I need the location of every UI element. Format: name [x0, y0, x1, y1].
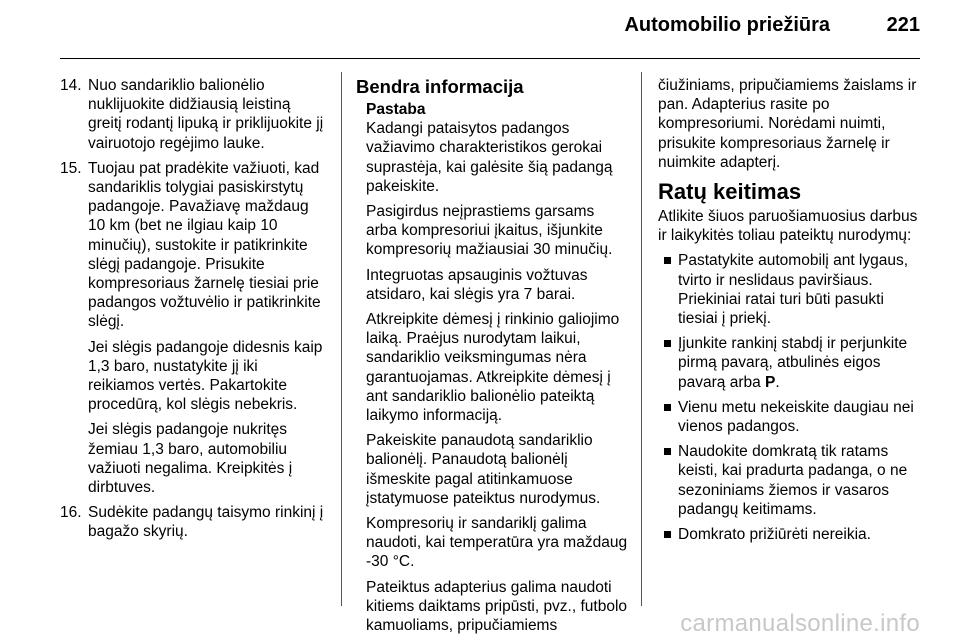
bullet-item [662, 442, 924, 519]
step-item [60, 76, 328, 153]
bullet-list [662, 251, 924, 544]
bullet-item [662, 334, 924, 392]
note-label: Pastaba [366, 101, 426, 118]
paragraph: Integruotas apsauginis vožtuvas atsidaro, kai slėgis yra 7 barai. [366, 266, 588, 303]
paragraph: Pateiktus adapterius galima naudoti kitiems daiktams pripūsti, pvz., futbolo kamuoliams, pripučiamiems [366, 578, 628, 635]
continued-paragraph: čiužiniams, pripučiamiems žaislams ir pan. Adapterius rasite po kompresoriumi. Norėdami nuimti, prisukite kompresoriaus žarnelę ir nuimkite adapterį. [658, 77, 917, 171]
column-right [658, 76, 924, 550]
column-middle [356, 76, 628, 641]
column-divider-right [641, 72, 642, 606]
step-text: Tuojau pat pradėkite važiuoti, kad sandariklis tolygiai pasiskirstytų padangoje. Pavažiavę maždaug 10 km (bet ne ilgiau kaip 10 minučių), sustokite ir patikrinkite slėgį padangoje. Prisukite kompresoriaus žarnelę tiesiai prie padangos vožtuvėlio ir patikrinkite slėgį. [88, 159, 321, 331]
section-heading: Bendra informacija [356, 76, 524, 97]
watermark: carmanualsonline.info [680, 610, 920, 637]
bullet-text: Pastatykite automobilį ant lygaus, tvirto ir neslidaus paviršiaus. Priekiniai ratai turi būti pasukti tiesiai į priekį. [678, 252, 909, 328]
intro-block [658, 207, 924, 245]
step-text: Jei slėgis padangoje didesnis kaip 1,3 baro, nustatykite jį iki reikiamos vertės. Pakartokite procedūrą, kol slėgis nebekris. [88, 338, 323, 414]
continued-text-block [658, 76, 924, 172]
step-item [60, 503, 328, 541]
header-divider [60, 58, 920, 59]
bullet-text: Domkrato prižiūrėti nereikia. [678, 526, 871, 544]
paragraph: Kadangi pataisytos padangos važiavimo charakteristikos gerokai suprastėja, kai galėsite šią padangą pakeiskite. [366, 120, 613, 195]
note-body [366, 119, 628, 635]
section-heading: Ratų keitimas [658, 179, 802, 205]
step-number: 15. [60, 159, 82, 177]
paragraph: Kompresorių ir sandariklį galima naudoti, kai temperatūra yra maždaug -30 °C. [366, 515, 628, 571]
column-divider-left [341, 72, 342, 606]
step-item [60, 159, 328, 497]
page-number: 221 [886, 14, 920, 36]
step-text: Jei slėgis padangoje nukritęs žemiau 1,3 baro, automobiliu važiuoti negalima. Kreipkitės į dirbtuves. [88, 421, 293, 497]
step-number: 14. [60, 77, 82, 94]
paragraph: Atkreipkite dėmesį į rinkinio galiojimo laiką. Praėjus nurodytam laikui, sandariklio veiksmingumas nėra garantuojamas. Atkreipkite dėmesį į ant sandariklio balionėlio pateiktą laikymo informaciją. [366, 311, 620, 425]
bullet-text: Naudokite domkratą tik ratams keisti, kai pradurta padanga, o ne sezoniniams žiemos ir vasaros padangų keitimams. [678, 443, 908, 518]
square-bullet-icon [664, 404, 671, 411]
step-text: Nuo sandariklio balionėlio nuklijuokite didžiausią leistiną greitį rodantį lipuką ir priklijuokite jį vairuotojo regėjimo lauke. [88, 77, 324, 152]
column-left [60, 76, 328, 548]
bullet-item [662, 398, 924, 436]
intro-paragraph: Atlikite šiuos paruošiamuosius darbus ir laikykitės toliau pateiktų nurodymų: [658, 208, 918, 245]
step-text: Sudėkite padangų taisymo rinkinį į bagažo skyrių. [88, 504, 324, 541]
paragraph: Pasigirdus neįprastiems garsams arba kompresoriui įkaitus, išjunkite kompresorių mažiausiai 30 minučių. [366, 203, 613, 259]
paragraph: Pakeiskite panaudotą sandariklio balionėlį. Panaudotą balionėlį išmeskite pagal atitinkamuose įstatymuose pateiktus nurodymus. [366, 432, 601, 507]
bullet-text: Įjunkite rankinį stabdį ir perjunkite pirmą pavarą, atbulinės eigos pavarą arba P. [678, 335, 908, 391]
square-bullet-icon [664, 257, 671, 264]
running-header-title: Automobilio priežiūra [624, 14, 830, 36]
square-bullet-icon [664, 531, 671, 538]
square-bullet-icon [664, 448, 671, 455]
bullet-item [662, 525, 924, 544]
bullet-item [662, 251, 924, 328]
square-bullet-icon [664, 340, 671, 347]
step-number: 16. [60, 504, 82, 522]
bullet-text: Vienu metu nekeiskite daugiau nei vienos padangos. [678, 398, 914, 436]
